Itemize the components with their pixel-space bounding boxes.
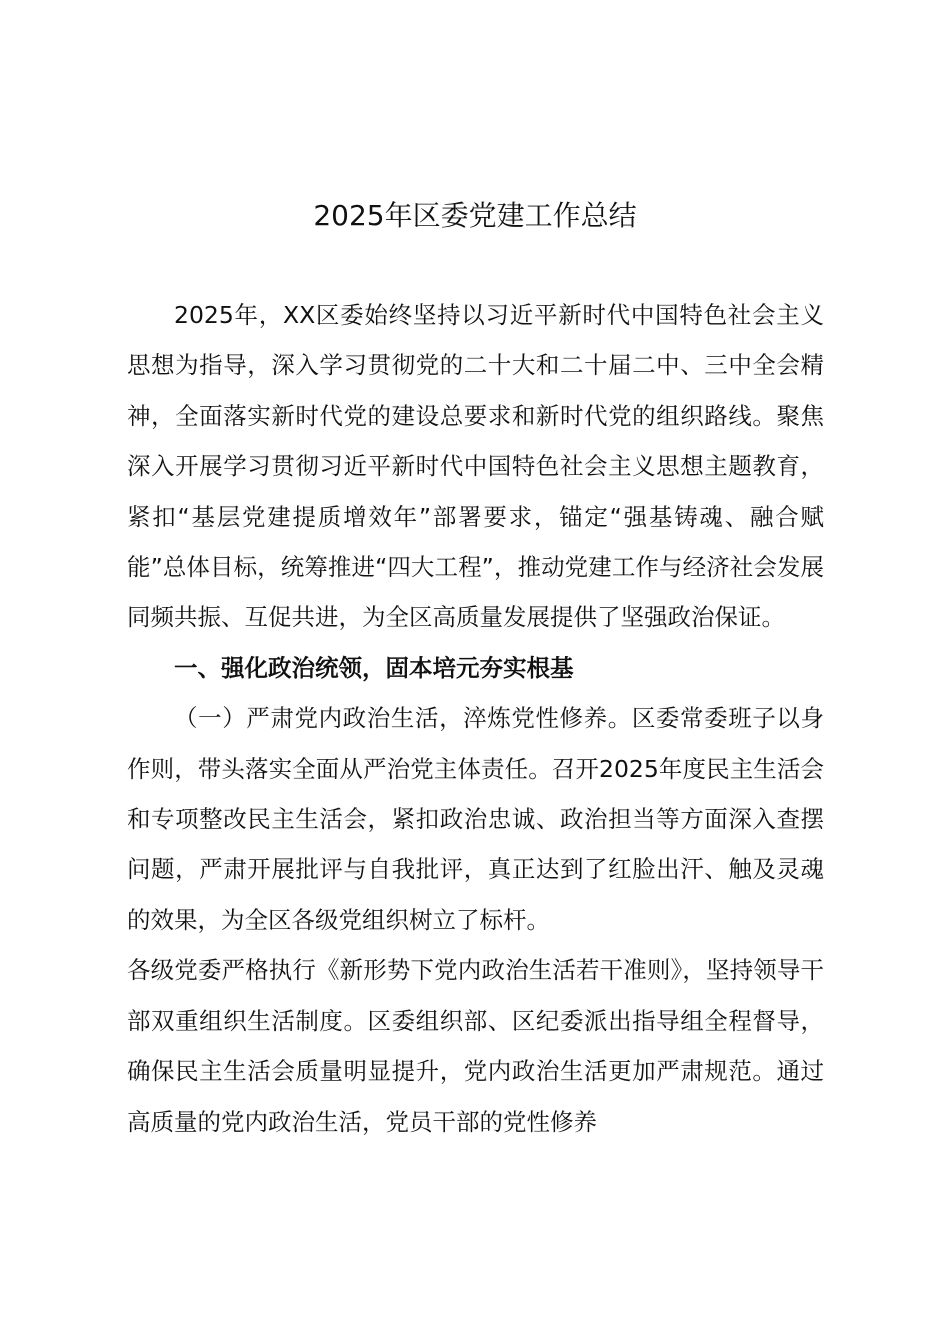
subsection-1-label: （一）	[174, 704, 247, 733]
section-1-subsection-1-paragraph	[127, 693, 824, 945]
intro-paragraph: 2025年，XX区委始终坚持以习近平新时代中国特色社会主义思想为指导，深入学习贯彻党的二十大和二十届二中、三中全会精神，全面落实新时代党的建设总要求和新时代党的组织路线。聚焦深入开展学习贯彻习近平新时代中国特色社会主义思想主题教育，紧扣“基层党建提质增效年”部署要求，锚定“强基铸魂、融合赋能”总体目标，统筹推进“四大工程”，推动党建工作与经济社会发展同频共振、互促共进，为全区高质量发展提供了坚强政治保证。	[127, 301, 824, 632]
document-title: 2025年区委党建工作总结	[313, 199, 637, 232]
section-1-heading: 一、强化政治统领，固本培元夯实根基	[174, 653, 574, 682]
subsection-1-text: 严肃党内政治生活，淬炼党性修养。区委常委班子以身作则，带头落实全面从严治党主体责任。召开2025年度民主生活会和专项整改民主生活会，紧扣政治忠诚、政治担当等方面深入查摆问题，严肃开展批评与自我批评，真正达到了红脸出汗、触及灵魂的效果，为全区各级党组织树立了标杆。	[127, 704, 825, 934]
document-body	[127, 290, 824, 1147]
section-1-continuation-paragraph: 各级党委严格执行《新形势下党内政治生活若干准则》，坚持领导干部双重组织生活制度。区委组织部、区纪委派出指导组全程督导，确保民主生活会质量明显提升，党内政治生活更加严肃规范。通过高质量的党内政治生活，党员干部的党性修养	[127, 956, 824, 1136]
